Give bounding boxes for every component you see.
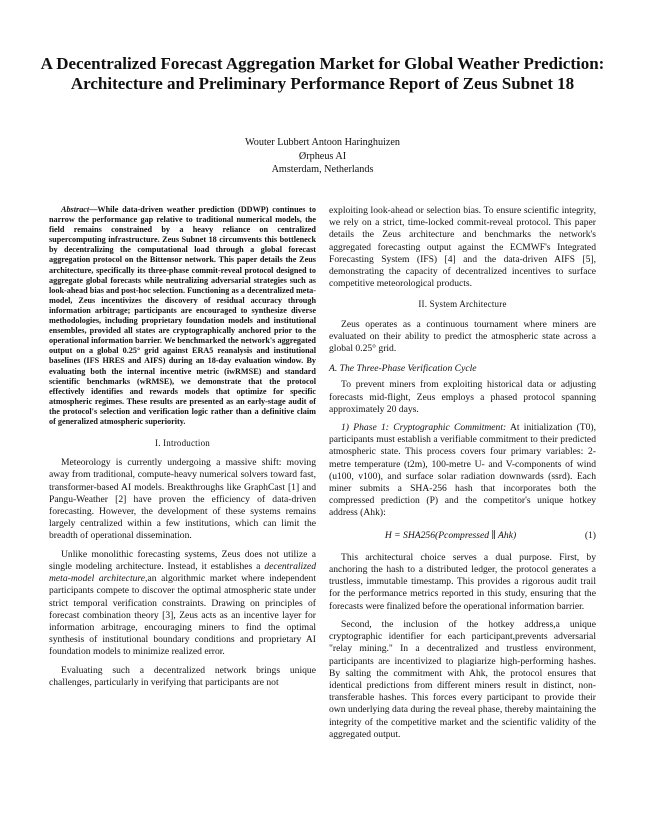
intro-paragraph-3-continued: exploiting look-ahead or selection bias. To ensure scientific integrity, we rely on a strict, time-locked commit-reveal protocol. This paper details the Zeus architecture and benchmarks the network's aggregated forecasting output against the ECMWF's Integrated Forecasting System (IFS) [4] and the data-driven AIFS [5], demonstrating the capacity of decentralized incentives to surface competitive meteorological products. <box>329 205 596 290</box>
intro-paragraph-1: Meteorology is currently undergoing a massive shift: moving away from traditional, compute-heavy numerical solvers toward fast, transformer-based AI models. Breakthroughs like GraphCast [1] and Pangu-Weather [2] have proven the efficiency of data-driven forecasting. However, the development of these systems remains largely centralized within a few institutions, which can limit the breadth of operational dissemination. <box>49 457 316 542</box>
left-column <box>49 205 316 695</box>
abstract-label: Abstract <box>61 205 90 214</box>
section-heading-architecture: II. System Architecture <box>418 299 507 310</box>
intro-p2-emphasis: decentralized meta-model architecture <box>49 560 316 585</box>
intro-paragraph-2 <box>49 549 316 659</box>
intro-p2-text-a: Unlike monolithic forecasting systems, Zeus does not utilize a single modeling architecture. Instead, it establishes a <box>49 548 316 572</box>
paper-title: A Decentralized Forecast Aggregation Market for Global Weather Prediction: Architecture and Preliminary Performance Report of Zeus Subnet 18 <box>40 54 605 93</box>
arch-paragraph-3 <box>329 422 596 520</box>
subsection-heading-verification: A. The Three-Phase Verification Cycle <box>329 363 477 375</box>
phase-1-heading: 1) Phase 1: Cryptographic Commitment: <box>341 422 507 434</box>
author-block <box>0 136 645 177</box>
author-affiliation: Ørpheus AI <box>298 150 347 162</box>
author-names: Wouter Lubbert Antoon Haringhuizen <box>244 137 401 148</box>
equation-body: H = SHA256(Pcompressed ∥ Ahk) <box>384 529 517 541</box>
arch-paragraph-4: This architectural choice serves a dual purpose. First, by anchoring the hash to a distributed ledger, the protocol generates a trustless, immutable timestamp. This provides a rigorous audit trail for the performance metrics reported in this study, ensuring that the forecasts were finalized before the operational information barrier. <box>329 551 596 612</box>
section-heading-introduction: I. Introduction <box>155 438 210 449</box>
intro-paragraph-3: Evaluating such a decentralized network brings unique challenges, particularly in verifying that participants are not <box>49 664 316 688</box>
right-column <box>329 205 596 747</box>
arch-paragraph-2: To prevent miners from exploiting historical data or adjusting forecasts mid-flight, Zeus employs a phased protocol spanning approximately 20 days. <box>329 379 596 415</box>
phase-1-text: At initialization (T0), participants must establish a verifiable commitment to their predicted atmospheric state. This process covers four primary variables: 2-metre temperature (t2m), 100-metre U- and V-components of wind (u100, v100), and surface solar radiation downwards (ssrd). Each miner submits a SHA-256 hash that incorporates both the compressed prediction (P) and the competitor's unique hotkey address (Ahk): <box>329 422 596 519</box>
abstract <box>49 205 316 427</box>
author-location: Amsterdam, Netherlands <box>271 164 374 175</box>
equation-number: (1) <box>584 529 596 541</box>
arch-paragraph-5: Second, the inclusion of the hotkey address,a unique cryptographic identifier for each participant,prevents adversarial "relay mining." In a decentralized and trustless environment, participants are incentivized to plagiarize high-performing hashes. By salting the commitment with Ahk, the protocol ensures that identical predictions from different miners result in distinct, non-transferable hashes. This forces every participant to provide their own underlying data during the reveal phase, thereby maintaining the integrity of the competitive market and the scientific validity of the aggregated output. <box>329 618 596 740</box>
arch-paragraph-1: Zeus operates as a continuous tournament where miners are evaluated on their ability to predict the atmospheric state across a global 0.25° grid. <box>329 318 596 355</box>
abstract-text: —While data-driven weather prediction (DDWP) continues to narrow the performance gap relative to traditional numerical models, the field remains constrained by a heavy reliance on centralized supercomputing infrastructure. Zeus Subnet 18 circumvents this bottleneck by decentralizing the computational load through a global forecast aggregation protocol on the Bittensor network. This paper details the Zeus architecture, specifically its three-phase commit-reveal protocol designed to aggregate global forecasts while neutralizing adversarial strategies such as look-ahead bias and post-hoc selection. Functioning as a decentralized meta-model, Zeus incentivizes the discovery of residual accuracy through information arbitrage; participants are encouraged to synthesize diverse methodologies, including proprietary foundation models and institutional ensembles, provided all states are cryptographically anchored prior to the operational information barrier. We benchmarked the network's aggregated output on a global 0.25° grid against ERA5 reanalysis and institutional baselines (IFS HRES and AIFS) during an 18-day evaluation window. By evaluating both the internal incentive metric (iwRMSE) and standard scientific benchmarks (wRMSE), we demonstrate that the protocol effectively identifies and rewards models that optimize for specific atmospheric regimes. These results are presented as an early-stage audit of the protocol's selection and verification logic rather than a definitive claim of generalized atmospheric superiority. <box>49 205 316 426</box>
intro-p2-text-b: ,an algorithmic market where independent participants compete to discover the optimal atmospheric state under strict temporal verification constraints. Drawing on principles of forecast combination theory [3], Zeus acts as an incentive layer for information arbitrage, encouraging miners to find the optimal synthesis of institutional boundary conditions and proprietary AI foundation models to minimize realized error. <box>49 573 316 658</box>
equation-1 <box>329 530 596 542</box>
